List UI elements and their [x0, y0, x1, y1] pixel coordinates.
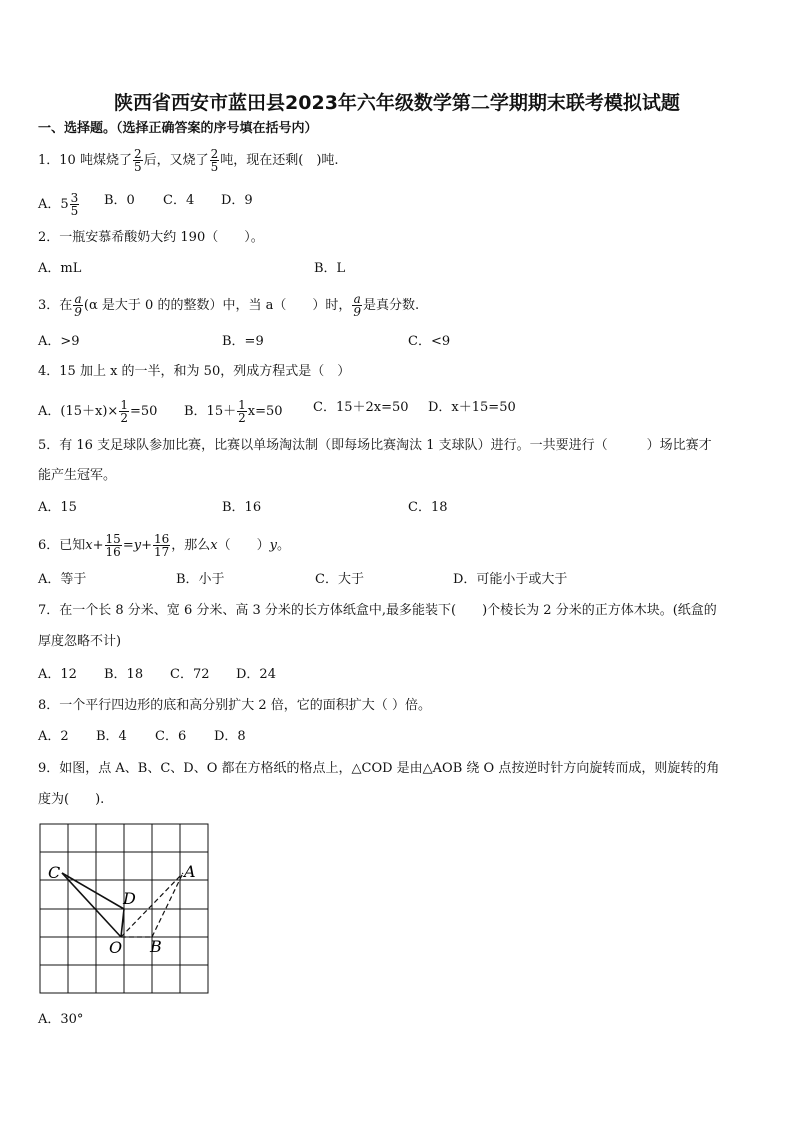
q5-option-c[interactable]: C．18	[408, 500, 448, 515]
q1-fraction-2: $\frac{2}{5}$	[210, 147, 219, 174]
q5-option-b[interactable]: B．16	[222, 500, 262, 515]
q1-text-b: 后，又烧了	[143, 153, 209, 168]
q6-option-d[interactable]: D．可能小于或大于	[453, 572, 568, 587]
q2-option-a[interactable]: A．mL	[38, 261, 82, 276]
q5-option-a[interactable]: A．15	[38, 500, 77, 515]
question-4: 4．15 加上 x 的一半，和为 50，列成方程式是（ ）	[38, 364, 351, 379]
question-3: 3．在 $\frac{a}{9}$ (α 是大于 0 的的整数）中，当 a（ ）时， $\frac{a}{9}$ 是真分数.	[38, 292, 420, 319]
q7-option-c[interactable]: C．72	[170, 667, 210, 682]
question-2: 2．一瓶安慕希酸奶大约 190（ ）。	[38, 230, 264, 245]
q7-option-b[interactable]: B．18	[104, 667, 144, 682]
q1-option-a[interactable]: A．5 $\frac{3}{5}$	[38, 191, 79, 218]
label-a: A	[184, 862, 196, 881]
question-7-line-1: 7．在一个长 8 分米、宽 6 分米、高 3 分米的长方体纸盒中,最多能装下( )个棱长为 2 分米的正方体木块。(纸盒的	[38, 603, 717, 618]
question-6: 6．已知x+ $\frac{15}{16}$ =y+ $\frac{16}{17}$ ，那么x（ ）y。	[38, 532, 291, 559]
label-c: C	[48, 863, 61, 882]
q1-option-b[interactable]: B．0	[104, 193, 135, 208]
q3-fraction-1: $\frac{a}{9}$	[74, 292, 82, 319]
question-5-line-1: 5．有 16 支足球队参加比赛，比赛以单场淘汰制（即每场比赛淘汰 1 支球队）进行。一共要进行（ ）场比赛才	[38, 438, 712, 453]
q3-fraction-2: $\frac{a}{9}$	[353, 292, 361, 319]
q1-fraction-1: $\frac{2}{5}$	[133, 147, 142, 174]
label-o: O	[109, 938, 123, 957]
q3-option-b[interactable]: B．=9	[222, 334, 264, 349]
q3-option-a[interactable]: A．>9	[38, 334, 80, 349]
q3-option-c[interactable]: C．<9	[408, 334, 451, 349]
question-7-line-2: 厚度忽略不计)	[38, 634, 122, 649]
q4-option-a[interactable]: A．(15＋x)× $\frac{1}{2}$ =50	[38, 398, 158, 425]
triangle-cod	[62, 873, 124, 937]
question-8: 8．一个平行四边形的底和高分别扩大 2 倍，它的面积扩大（ ）倍。	[38, 698, 431, 713]
question-5-line-2: 能产生冠军。	[38, 468, 117, 483]
q9-option-a[interactable]: A．30°	[38, 1012, 84, 1027]
question-9-line-2: 度为( ).	[38, 792, 105, 807]
q8-option-b[interactable]: B．4	[96, 729, 127, 744]
question-9-line-1: 9．如图，点 A、B、C、D、O 都在方格纸的格点上，△COD 是由△AOB 绕 O 点按逆时针方向旋转而成，则旋转的角	[38, 761, 720, 776]
question-1	[38, 148, 339, 173]
q1-text-a: 1．10 吨煤烧了	[38, 153, 132, 168]
q6-option-c[interactable]: C．大于	[315, 572, 364, 587]
q8-option-d[interactable]: D．8	[214, 729, 246, 744]
q4-option-b[interactable]: B．15＋ $\frac{1}{2}$ x=50	[184, 398, 283, 425]
q4-option-d[interactable]: D．x＋15=50	[428, 400, 516, 415]
q7-option-d[interactable]: D．24	[236, 667, 276, 682]
page-title: 陕西省西安市蓝田县2023年六年级数学第二学期期末联考模拟试题	[114, 92, 680, 114]
q6-fraction-1: $\frac{15}{16}$	[105, 532, 121, 559]
q8-option-c[interactable]: C．6	[155, 729, 187, 744]
q1-option-c[interactable]: C．4	[163, 193, 195, 208]
rotation-grid-figure	[36, 820, 212, 998]
q1-option-d[interactable]: D．9	[221, 193, 253, 208]
q2-option-b[interactable]: B．L	[314, 261, 346, 276]
q6-option-a[interactable]: A．等于	[38, 572, 87, 587]
q6-option-b[interactable]: B．小于	[176, 572, 225, 587]
section-heading: 一、选择题。（选择正确答案的序号填在括号内）	[38, 121, 318, 136]
q7-option-a[interactable]: A．12	[38, 667, 77, 682]
label-d: D	[123, 889, 136, 908]
q1-text-c: 吨，现在还剩( )吨.	[220, 153, 339, 168]
q6-fraction-2: $\frac{16}{17}$	[153, 532, 170, 559]
q8-option-a[interactable]: A．2	[38, 729, 69, 744]
label-b: B	[150, 937, 162, 956]
q4-option-c[interactable]: C．15＋2x=50	[313, 400, 409, 415]
